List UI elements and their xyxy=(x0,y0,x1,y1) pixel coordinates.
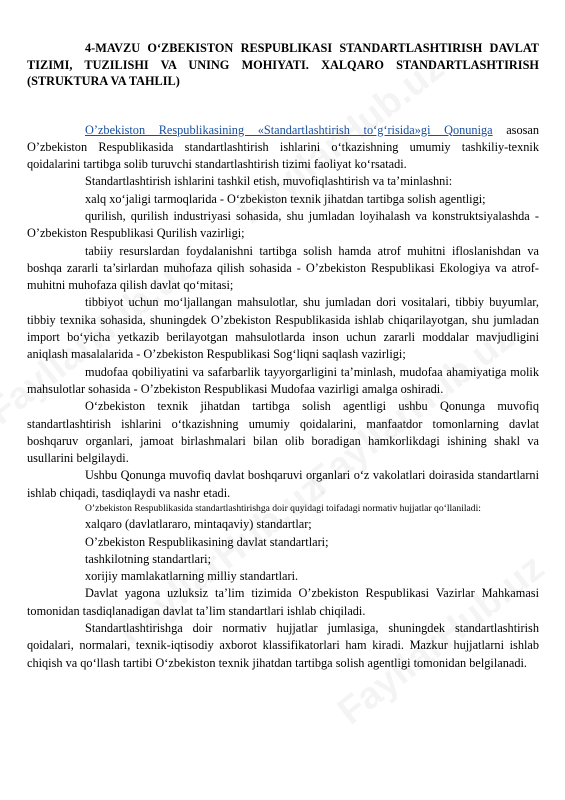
paragraph: tibbiyot uchun mo‘ljallangan mahsulotlar, shu jumladan dori vositalari, tibbiy buyumlar, tibbiy texnika sohasida, shuningdek O’zbekiston Respublikasida ishlab chiqarilayotgan, shu jumladan import bo‘yicha yetkazib berilayotgan mahsulotlarda inson uchun zararli moddalar mavjudligini aniqlash masalalarida - O’zbekiston Respublikasi Sog‘liqni saqlash vazirligi; xyxy=(27,295,539,362)
paragraph: Standartlashtirishga doir normativ hujjatlar jumlasiga, shuningdek standartlashtirish qoidalari, normalari, texnik-iqtisodiy axborot klassifikatorlari ham kiradi. Mazkur hujjatlarni ishlab chiqish va qo‘llash tartibi O‘zbekiston texnik jihatdan tartibga solish agentligi tomonidan belgilanadi. xyxy=(27,621,539,670)
intro-paragraph xyxy=(27,122,539,174)
list-item: O’zbekiston Respublikasining davlat standartlari; xyxy=(85,534,329,549)
paragraph: Ushbu Qonunga muvofiq davlat boshqaruvi organlari o‘z vakolatlari doirasida standartlarni ishlab chiqadi, tasdiqlaydi va nashr etadi. xyxy=(27,468,539,500)
document-page xyxy=(27,40,539,672)
list-item: xalqaro (davlatlararo, mintaqaviy) standartlar; xyxy=(85,517,312,532)
paragraph: O‘zbekiston texnik jihatdan tartibga solish agentligi ushbu Qonunga muvofiq standartlashtirish ishlarini o‘tkazishning umumiy qoidalarini, manfaatdor tomonlarning davlat boshqaruv organlari, jamoat birlashmalari bilan olib boradigan hamkorlikdagi ishining shakl va usullarini belgilaydi. xyxy=(27,399,539,466)
paragraph: xalq xo‘jaligi tarmoqlarida - O‘zbekiston texnik jihatdan tartibga solish agentligi; xyxy=(85,191,486,206)
paragraph: qurilish, qurilish industriyasi sohasida, shu jumladan loyihalash va konstruktsiyalashda - O’zbekiston Respublikasi Qurilish vazirligi; xyxy=(27,208,539,241)
small-paragraph: O’zbekiston Respublikasida standartlashtirishga doir quyidagi toifadagi normativ hujjatlar qo‘llaniladi: xyxy=(85,503,481,515)
page-title: 4-MAVZU O‘ZBEKISTON RESPUBLIKASI STANDARTLASHTIRISH DAVLAT TIZIMI, TUZILISHI VA UNING MOHIYATI. XALQARO STANDARTLASHTIRISH (STRUKTURA VA TAHLIL) xyxy=(27,41,539,88)
paragraph: Standartlashtirish ishlarini tashkil etish, muvofiqlashtirish va ta’minlashni: xyxy=(85,174,453,189)
list-item: xorijiy mamlakatlarning milliy standartlari. xyxy=(85,569,299,584)
paragraph: mudofaa qobiliyatini va safarbarlik tayyorgarligini ta’minlash, mudofaa ahamiyatiga molik mahsulotlar sohasida - O’zbekiston Respublikasi Mudofaa vazirligi amalga oshiradi. xyxy=(27,364,539,396)
intro-text: asosan O’zbekiston Respublikasida standartlashtirish ishlarini o‘tkazishning umumiy tashkiliy-texnik qoidalarini tartibga solib turuvchi standartlashtirish tizimi faoliyat ko‘rsatadi. xyxy=(27,122,539,172)
list-item: tashkilotning standartlari; xyxy=(85,551,212,566)
law-link[interactable]: O’zbekiston Respublikasining «Standartlashtirish to‘g‘risida»gi Qonuniga xyxy=(85,122,493,137)
paragraph: tabiiy resurslardan foydalanishni tartibga solish hamda atrof muhitni ifloslanishdan va boshqa zararli ta’sirlardan muhofaza qilish sohasida - O’zbekiston Respublikasi Ekologiya va atrof-muhitni muhofaza qilish davlat qo‘mitasi; xyxy=(27,243,539,293)
paragraph: Davlat yagona uzluksiz ta’lim tizimida O’zbekiston Respublikasi Vazirlar Mahkamasi tomonidan tasdiqlanadigan davlat ta’lim standartlari ishlab chiqiladi. xyxy=(27,586,539,618)
